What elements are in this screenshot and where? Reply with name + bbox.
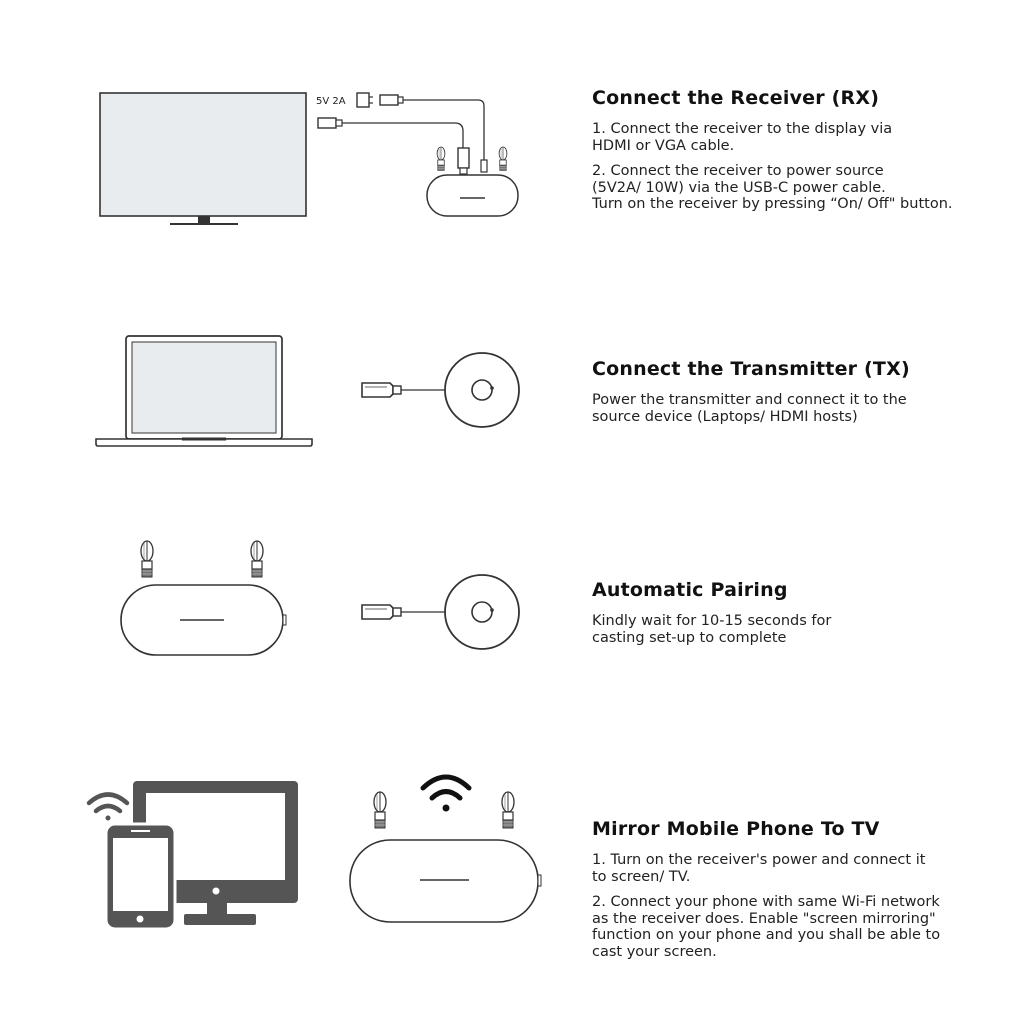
receiver-icon: [350, 840, 538, 922]
power-label: 5V 2A: [316, 96, 346, 107]
section-connect-receiver: [592, 87, 1012, 222]
instruction-text: 1. Turn on the receiver's power and connect it to screen/ TV.: [592, 852, 926, 885]
section-automatic-pairing: [592, 579, 1012, 655]
wifi-icon: [89, 795, 127, 821]
receiver-small-icon: [427, 175, 518, 216]
section-connect-transmitter: [592, 358, 1012, 434]
hdmi-plug-icon: [362, 605, 401, 619]
section-title: Connect the Transmitter (TX): [592, 358, 910, 380]
instruction-text: 2. Connect your phone with same Wi-Fi network as the receiver does. Enable "screen mirroring" function on your phone and you shall be able to cast your screen.: [592, 894, 941, 960]
instruction-text: Power the transmitter and connect it to the source device (Laptops/ HDMI hosts): [592, 392, 907, 425]
section-mirror-phone: [592, 818, 1012, 969]
instruction-text: 1. Connect the receiver to the display via HDMI or VGA cable.: [592, 121, 893, 154]
hdmi-plug-icon: [362, 383, 401, 397]
transmitter-icon: [445, 575, 519, 649]
tv-icon: [100, 93, 306, 216]
laptop-transmitter-illustration: [96, 336, 519, 446]
pairing-illustration: [121, 541, 519, 655]
instruction-text: Kindly wait for 10-15 seconds for casting set-up to complete: [592, 613, 832, 646]
section-title: Automatic Pairing: [592, 579, 788, 601]
phone-icon: [106, 824, 175, 929]
instruction-text: 2. Connect the receiver to power source (5V2A/ 10W) via the USB-C power cable. Turn on the receiver by pressing “On/ Off" button.: [592, 163, 953, 212]
section-title: Mirror Mobile Phone To TV: [592, 818, 880, 840]
tv-receiver-illustration: [100, 93, 518, 224]
section-title: Connect the Receiver (RX): [592, 87, 880, 109]
transmitter-icon: [445, 353, 519, 427]
wifi-icon: [423, 777, 469, 812]
mirroring-illustration: [89, 777, 541, 929]
